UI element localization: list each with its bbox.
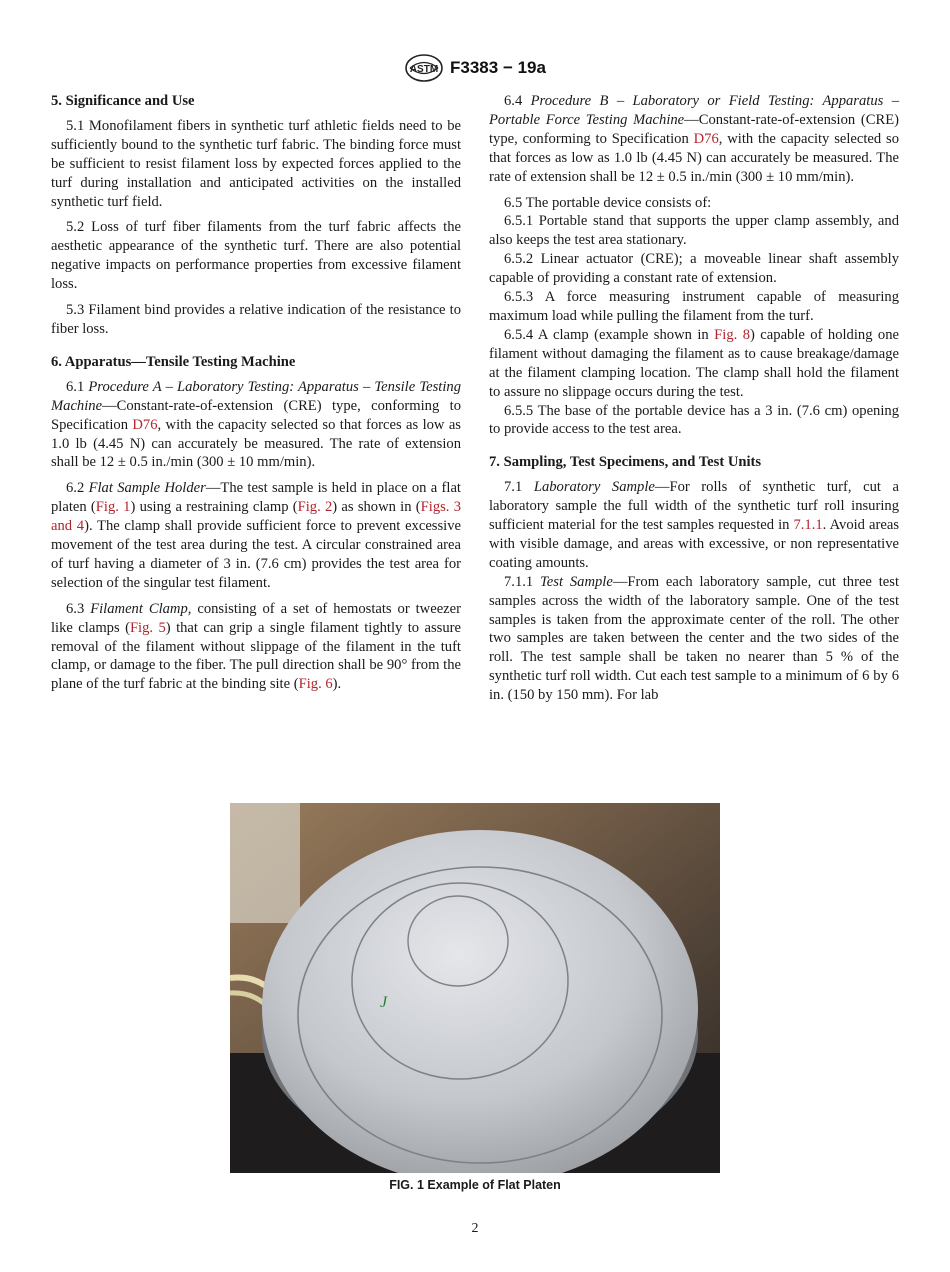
ref-fig-8[interactable]: Fig. 8: [714, 326, 751, 343]
section-5-title: 5. Significance and Use: [51, 93, 195, 109]
ref-7-1-1[interactable]: 7.1.1: [793, 517, 823, 534]
para-6-5-4: 6.5.4 A clamp (example shown in Fig. 8) capable of holding one filament without damaging the filament as to cause breakage/damage at the filament clamping location. The clamp shall hold the filament to assure no slippage occurs during the test.: [489, 326, 900, 400]
right-column: [489, 92, 899, 705]
ink-mark: J: [380, 994, 388, 1011]
para-5-2: 5.2 Loss of turf fiber filaments from the turf fabric affects the aesthetic appearance of the synthetic turf. There are also potential negative impacts on performance properties from excessive filament loss.: [51, 219, 461, 293]
ref-fig-5[interactable]: Fig. 5: [129, 619, 166, 636]
section-6-title: 6. Apparatus—Tensile Testing Machine: [51, 353, 296, 370]
astm-logo: [404, 53, 444, 83]
para-7-1: 7.1 Laboratory Sample—For rolls of synthetic turf, cut a laboratory sample the full width of the synthetic turf roll insuring sufficient material for the test samples requested in 7.1.1. Avoid areas with visible damage, and areas with excessive, or non representative coating amounts.: [489, 479, 899, 571]
left-column: [51, 92, 461, 701]
ref-fig-6[interactable]: Fig. 6: [298, 676, 333, 693]
background-wall: [230, 803, 300, 923]
ref-d76[interactable]: D76: [132, 416, 158, 433]
para-6-5-5: 6.5.5 The base of the portable device has a 3 in. (7.6 cm) opening to provide access to the test area.: [489, 402, 899, 438]
ref-fig-2[interactable]: Fig. 2: [297, 499, 333, 516]
para-5-3: 5.3 Filament bind provides a relative indication of the resistance to fiber loss.: [51, 302, 461, 337]
ref-figs-3-4[interactable]: Figs. 3 and 4: [51, 499, 462, 535]
figure-1-caption: FIG. 1 Example of Flat Platen: [389, 1178, 561, 1192]
document-designation: F3383 − 19a: [450, 58, 546, 77]
para-6-4: 6.4 Procedure B – Laboratory or Field Testing: Apparatus – Portable Force Testing Machine—Constant-rate-of-extension (CRE) type, conforming to Specification D76, with the capacity selected so that forces as low as 1.0 lb (4.45 N) can accurately be measured. The rate of extension shall be 12 ± 0.5 in./min (300 ± 10 mm/min).: [489, 93, 900, 185]
para-6-5-2: 6.5.2 Linear actuator (CRE); a moveable linear shaft assembly capable of providing a constant rate of extension.: [489, 251, 899, 287]
para-6-2: 6.2 Flat Sample Holder—The test sample is held in place on a flat platen (Fig. 1) using a restraining clamp (Fig. 2) as shown in (Figs. 3 and 4). The clamp shall provide sufficient force to prevent excessive movement of the test area during the test. A circular constrained area of turf having a diameter of 3 in. (7.6 cm) provides the test area for selection of the singular test filament.: [51, 480, 462, 591]
svg-text:ASTM: ASTM: [409, 64, 439, 75]
ref-fig-1[interactable]: Fig. 1: [95, 499, 131, 516]
para-6-5-1: 6.5.1 Portable stand that supports the upper clamp assembly, and also keeps the test area stationary.: [489, 213, 899, 249]
page-header: [0, 52, 950, 84]
figure-1-photo: [230, 803, 720, 1173]
para-6-1: 6.1 Procedure A – Laboratory Testing: Apparatus – Tensile Testing Machine—Constant-rate-of-extension (CRE) type, conforming to Specification D76, with the capacity selected so that forces as low as 1.0 lb (4.45 N) can accurately be measured. The rate of extension shall be 12 ± 0.5 in./min (300 ± 10 mm/min).: [51, 378, 461, 471]
para-5-1: 5.1 Monofilament fibers in synthetic turf athletic fields need to be sufficiently bound to the synthetic turf fabric. The binding force must be sufficient to resist filament loss by expected forces applied to the turf during installation and anticipated activities on the installed synthetic turf field.: [51, 117, 461, 210]
ref-d76-b[interactable]: D76: [693, 130, 719, 147]
para-6-3: 6.3 Filament Clamp, consisting of a set of hemostats or tweezer like clamps (Fig. 5) that can grip a single filament tightly to assure removal of the filament without slippage of the filament in the tuft clamp, or damage to the fiber. The pull direction shall be 90° from the plane of the turf fabric at the binding site (Fig. 6).: [51, 600, 461, 693]
flat-platen-illustration: [230, 803, 720, 1173]
platen-disc: [262, 830, 698, 1173]
para-6-5-3: 6.5.3 A force measuring instrument capable of measuring maximum load while pulling the filament from the turf.: [489, 289, 899, 324]
section-7-title: 7. Sampling, Test Specimens, and Test Units: [489, 454, 762, 471]
page-number: 2: [471, 1221, 479, 1236]
para-7-1-1: 7.1.1 Test Sample—From each laboratory sample, cut three test samples across the width of the laboratory sample. One of the test samples is taken from the approximate center of the roll. The other two samples are taken between the center and the two sides of the roll. The test sample shall be taken no nearer than 5 % of the synthetic turf roll width. Cut each test sample to a minimum of 6 by 6 in. (150 by 150 mm). For lab: [489, 573, 899, 704]
para-6-5: 6.5 The portable device consists of:: [504, 194, 712, 211]
